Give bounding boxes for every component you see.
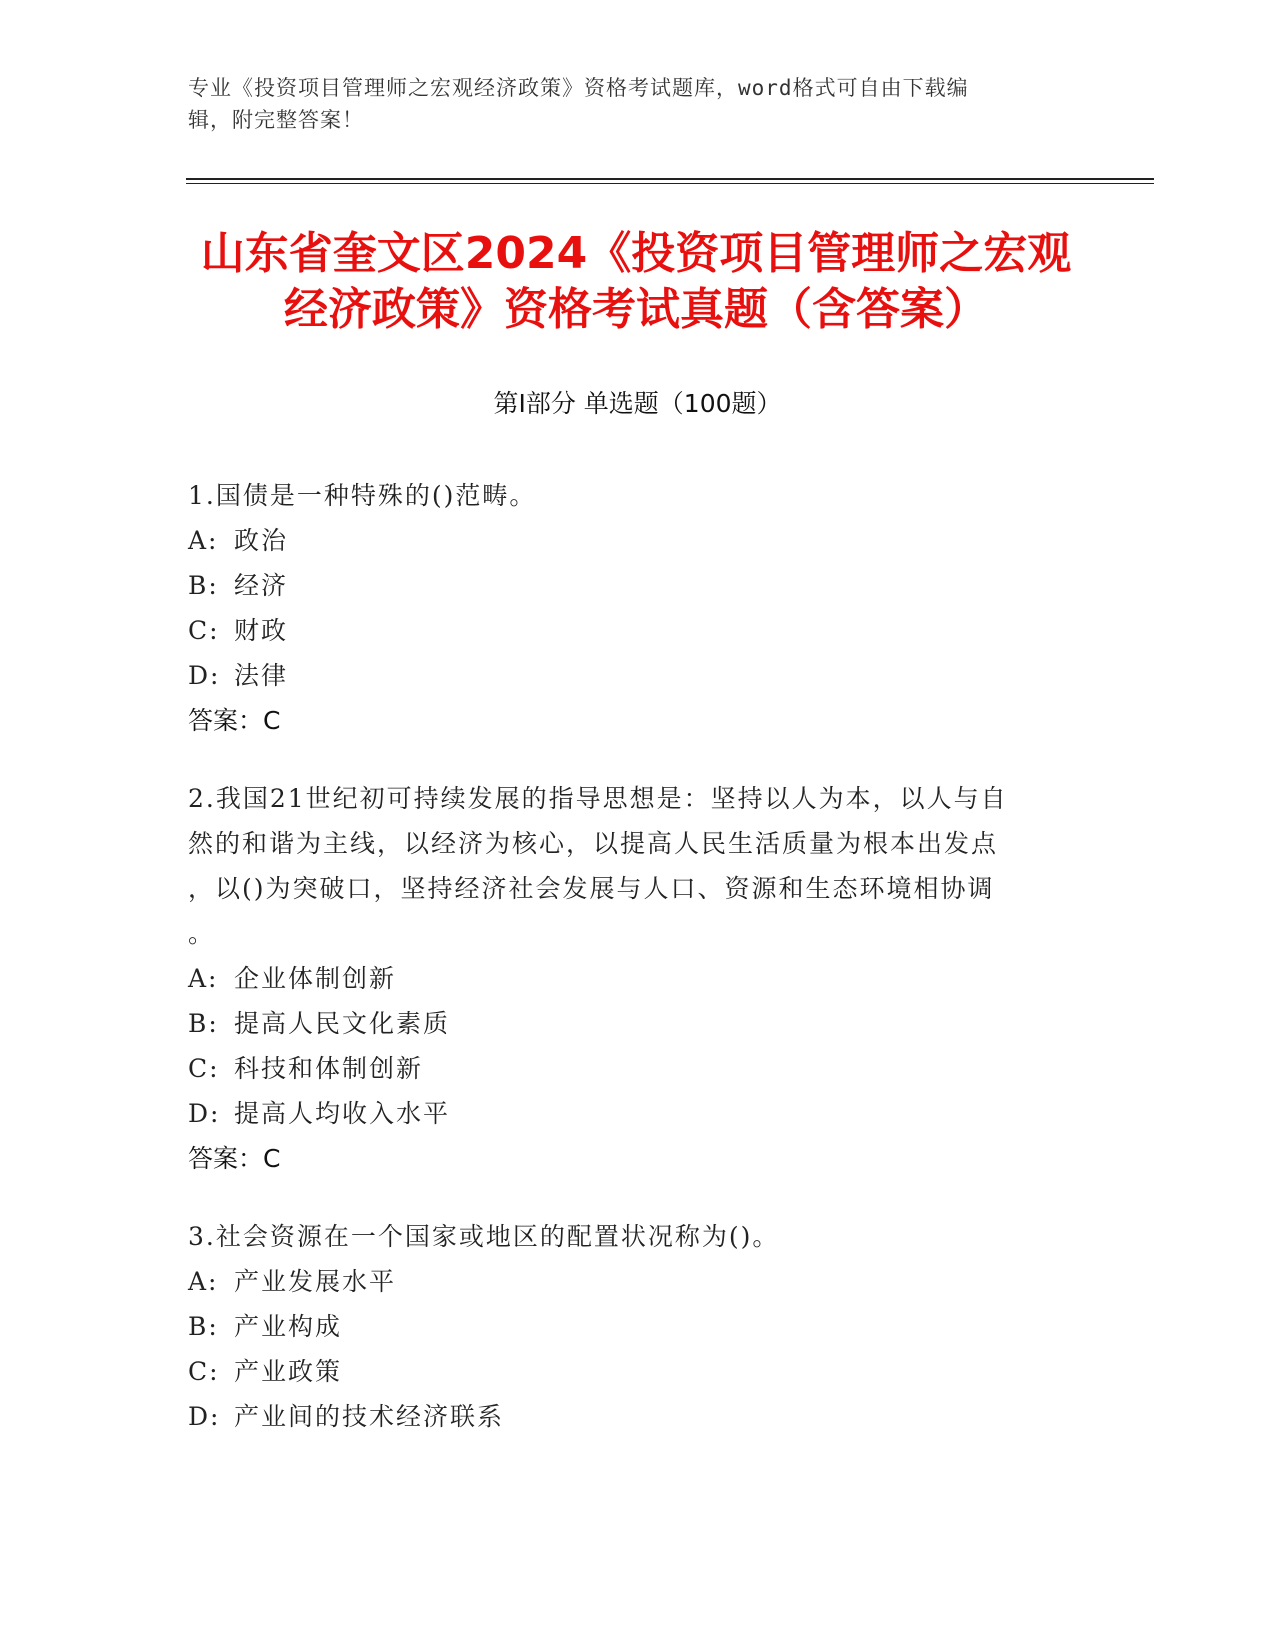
option-text: 科技和体制创新 xyxy=(234,1054,424,1083)
option-c xyxy=(188,1046,1078,1091)
option-text: 企业体制创新 xyxy=(234,964,397,993)
option-letter: A: xyxy=(188,1267,219,1296)
question-stem: 3.社会资源在一个国家或地区的配置状况称为()。 xyxy=(188,1222,780,1251)
option-text: 政治 xyxy=(234,526,289,555)
answer-key: 答案：C xyxy=(188,1144,281,1173)
option-letter: C: xyxy=(188,1357,220,1386)
option-text: 提高人民文化素质 xyxy=(234,1009,451,1038)
question-stem-line-3: ，以()为突破口，坚持经济社会发展与人口、资源和生态环境相协调 xyxy=(188,874,995,903)
option-letter: A: xyxy=(188,526,219,555)
option-letter: B: xyxy=(188,571,219,600)
option-letter: A: xyxy=(188,964,219,993)
option-text: 产业间的技术经济联系 xyxy=(234,1402,505,1431)
question-stem-line-1: 2.我国21世纪初可持续发展的指导思想是：坚持以人为本，以人与自 xyxy=(188,784,1008,813)
option-c xyxy=(188,1349,1078,1394)
option-d xyxy=(188,653,1078,698)
document-title-line-1: 山东省奎文区2024《投资项目管理师之宏观 xyxy=(200,228,1072,279)
option-letter: B: xyxy=(188,1009,219,1038)
option-a xyxy=(188,956,1078,1001)
option-letter: D: xyxy=(188,1402,221,1431)
option-d xyxy=(188,1394,1078,1439)
document-title xyxy=(186,226,1086,338)
option-text: 产业构成 xyxy=(234,1312,343,1341)
option-text: 法律 xyxy=(234,661,289,690)
question-stem-line-2: 然的和谐为主线，以经济为核心，以提高人民生活质量为根本出发点 xyxy=(188,829,999,858)
answer-key: 答案：C xyxy=(188,706,281,735)
question-3 xyxy=(188,1214,1078,1439)
option-a xyxy=(188,518,1078,563)
document-title-line-2: 经济政策》资格考试真题（含答案） xyxy=(284,284,988,335)
option-d xyxy=(188,1091,1078,1136)
header-divider-thick xyxy=(186,178,1154,180)
option-text: 提高人均收入水平 xyxy=(234,1099,451,1128)
section-heading: 第Ⅰ部分 单选题（100题） xyxy=(493,389,782,418)
option-letter: C: xyxy=(188,616,220,645)
question-1 xyxy=(188,473,1078,743)
option-b xyxy=(188,1001,1078,1046)
option-letter: D: xyxy=(188,661,221,690)
question-stem: 1.国债是一种特殊的()范畴。 xyxy=(188,481,537,510)
option-b xyxy=(188,1304,1078,1349)
option-text: 财政 xyxy=(234,616,289,645)
option-text: 产业政策 xyxy=(234,1357,343,1386)
question-list xyxy=(188,473,1078,1472)
header-divider-thin xyxy=(186,183,1154,184)
option-b xyxy=(188,563,1078,608)
option-a xyxy=(188,1259,1078,1304)
option-letter: C: xyxy=(188,1054,220,1083)
question-2 xyxy=(188,776,1078,1181)
question-stem-line-4: 。 xyxy=(188,919,216,948)
option-text: 产业发展水平 xyxy=(234,1267,397,1296)
option-text: 经济 xyxy=(234,571,289,600)
option-letter: D: xyxy=(188,1099,221,1128)
header-note xyxy=(188,72,1068,136)
option-c xyxy=(188,608,1078,653)
header-note-line-2: 辑，附完整答案！ xyxy=(188,108,364,132)
header-note-line-1: 专业《投资项目管理师之宏观经济政策》资格考试题库，word格式可自由下载编 xyxy=(188,76,969,100)
option-letter: B: xyxy=(188,1312,219,1341)
